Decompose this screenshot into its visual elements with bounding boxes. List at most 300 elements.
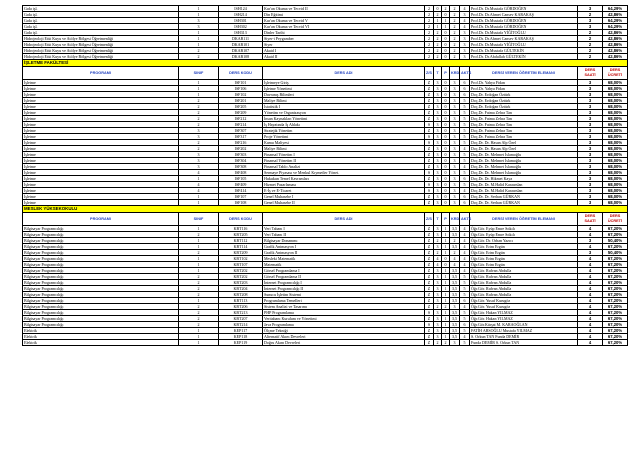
cell-hours: 4 [578,244,603,250]
cell-course-name: Maliye Bilimi [263,98,425,104]
cell-zs: Z [425,152,434,158]
cell-program: Hidrojeoloji Etüt Kuyu ve Atölye Bölgesi Öğretmenliği [23,48,179,54]
column-header-program: PROGRAMI [23,213,179,226]
cell-instructor: Öğr.Gör. Dr. Orhan Yazıcı [470,238,578,244]
cell-hours: 3 [578,176,603,182]
cell-program: Bilgisayar Programcılığı [23,256,179,262]
cell-fee: 67,20% [603,286,628,292]
cell-p: 1 [442,226,450,232]
column-header-grade: SINIF [179,213,219,226]
cell-grade: 1 [179,42,219,48]
cell-p: 1 [442,244,450,250]
cell-instructor: Öğr.Gör. Eyüp Emre Sıtkılı [470,226,578,232]
cell-course-name: Grafik Animasyon I [263,244,425,250]
cell-course-code: ISH301 [219,18,263,24]
cell-zs: 2 [425,48,434,54]
cell-fee: 68,00% [603,98,628,104]
cell-course-code: ISF106 [219,86,263,92]
section-title-row [23,60,628,67]
cell-course-code: KBT209 [219,250,263,256]
cell-course-code: KBT102 [219,256,263,262]
cell-fee: 67,20% [603,298,628,304]
cell-krd: 3,5 [450,292,460,298]
cell-course-code: KBT113 [219,298,263,304]
cell-zs: 2 [425,12,434,18]
cell-fee: 68,00% [603,122,628,128]
cell-grade: 1 [179,200,219,206]
cell-zs: Z [425,328,434,334]
cell-zs: S [425,182,434,188]
cell-krd: 3 [450,152,460,158]
column-header-zs: Z/S [425,67,434,80]
cell-t: 3 [434,86,442,92]
cell-course-code: KBT203 [219,280,263,286]
cell-akts: 4 [460,238,470,244]
cell-p: 1 [442,238,450,244]
cell-hours: 4 [578,232,603,238]
cell-p: 1 [442,328,450,334]
cell-zs: Z [425,244,434,250]
cell-program: Gıda işl. [23,24,179,30]
cell-akts: 3 [460,54,470,60]
cell-zs: Z [425,334,434,340]
cell-program: Bilgisayar Programcılığı [23,292,179,298]
cell-hours: 3 [578,164,603,170]
cell-krd: 2 [450,6,460,12]
cell-grade: 3 [179,152,219,158]
cell-fee: 67,20% [603,304,628,310]
cell-fee: 68,00% [603,86,628,92]
cell-course-code: ISF409 [219,182,263,188]
cell-grade: 2 [179,122,219,128]
cell-t: 3 [434,188,442,194]
course-table [22,5,628,346]
cell-akts: 4 [460,244,470,250]
cell-hours: 2 [578,54,603,60]
cell-t: 3 [434,328,442,334]
cell-instructor: FATİH ARSOĞLU Mustafa YILMAZ [470,328,578,334]
cell-program: Bilgisayar Programcılığı [23,280,179,286]
cell-hours: 4 [578,268,603,274]
cell-course-code: KBT116 [219,226,263,232]
cell-hours: 4 [578,304,603,310]
cell-p: 0 [442,110,450,116]
cell-krd: 3,5 [450,298,460,304]
cell-course-name: Siyer-i Peygamber [263,36,425,42]
cell-krd: 3,5 [450,286,460,292]
cell-krd: 2 [450,18,460,24]
cell-instructor: Öğr.Gör. Yusuf Kurugöz [470,298,578,304]
cell-instructor: Öğr.Gör. Hakan YILMAZ [470,316,578,322]
cell-course-name: Akaid I [263,48,425,54]
cell-program: İşletme [23,128,179,134]
cell-akts: 3 [460,48,470,54]
cell-grade: 2 [179,310,219,316]
cell-program: İşletme [23,80,179,86]
cell-zs: Z [425,280,434,286]
column-header-hours: DERS SAATİ [578,213,603,226]
cell-zs: Z [425,164,434,170]
cell-program: Gıda işl. [23,18,179,24]
cell-program: Bilgisayar Programcılığı [23,316,179,322]
cell-akts: 4 [460,250,470,256]
cell-course-code: KEP118 [219,334,263,340]
cell-krd: 3 [450,86,460,92]
cell-instructor: S. Orkun TAN Funda DEMİR [470,334,578,340]
table-row [23,340,628,346]
cell-course-name: Maliye Bilimi [263,146,425,152]
cell-krd: 3 [450,176,460,182]
cell-grade: 2 [179,140,219,146]
cell-course-name: Yönetim ve Organizasyon [263,110,425,116]
cell-zs: Z [425,250,434,256]
cell-krd: 3 [450,304,460,310]
cell-hours: 3 [578,18,603,24]
cell-p: 1 [442,286,450,292]
cell-course-name: İşletme Yönetimi [263,86,425,92]
cell-course-name: Görsel Programlama I [263,268,425,274]
cell-grade: 1 [179,176,219,182]
cell-course-code: ISF304 [219,158,263,164]
cell-fee: 68,00% [603,152,628,158]
cell-fee: 67,20% [603,226,628,232]
cell-course-code: ISF107 [219,194,263,200]
cell-fee: 68,00% [603,92,628,98]
cell-t: 3 [434,128,442,134]
cell-program: Elektrik [23,328,179,334]
cell-instructor: Öğr.Gör.Kürşat M. KARAOĞLAN [470,322,578,328]
cell-fee: 68,00% [603,164,628,170]
cell-p: 0 [442,80,450,86]
cell-zs: 2 [425,6,434,12]
cell-instructor: Doç.Dr. Dr. Serhan GÜRKAN [470,200,578,206]
cell-program: İşletme [23,92,179,98]
cell-akts: 5 [460,140,470,146]
cell-course-code: KEP119 [219,340,263,346]
cell-course-name: Programlama Temelleri [263,298,425,304]
cell-instructor: Doç.Dr. Dr. Mehmet İslamoğlu [470,152,578,158]
cell-grade: 2 [179,48,219,54]
cell-fee: 68,00% [603,158,628,164]
cell-akts: 4 [460,188,470,194]
cell-akts: 6 [460,86,470,92]
cell-akts: 5 [460,280,470,286]
cell-t: 2 [434,340,442,346]
cell-krd: 3,5 [450,310,460,316]
cell-instructor: Öğr.Gör. Rıdvan Abdulla [470,286,578,292]
cell-t: 3 [434,146,442,152]
cell-course-code: ISF214 [219,122,263,128]
cell-instructor: Öğr.Gör. Hakan YILMAZ [470,310,578,316]
cell-p: 0 [442,128,450,134]
cell-fee: 68,00% [603,170,628,176]
cell-zs: Z [425,86,434,92]
cell-grade: 2 [179,322,219,328]
cell-krd: 3 [450,164,460,170]
cell-krd: 3 [450,128,460,134]
cell-grade: 1 [179,334,219,340]
cell-program: İşletme [23,98,179,104]
cell-program: Elektrik [23,334,179,340]
cell-course-name: Veritabanı Kurulum ve Yönetimi [263,316,425,322]
column-header-krd: KRD [450,213,460,226]
cell-krd: 3,5 [450,226,460,232]
cell-course-code: DKAB101 [219,42,263,48]
cell-course-name: Ölçme Tekniği [263,328,425,334]
cell-grade: 2 [179,316,219,322]
cell-course-name: Finansal Yönetim II [263,158,425,164]
cell-grade: 1 [179,262,219,268]
cell-program: İşletme [23,194,179,200]
cell-t: 3 [434,92,442,98]
cell-fee: 67,20% [603,256,628,262]
cell-akts: 5 [460,274,470,280]
cell-course-name: Finansal Tablo Analizi [263,164,425,170]
cell-grade: 1 [179,80,219,86]
cell-course-code: KBT107 [219,262,263,268]
cell-fee: 67,20% [603,292,628,298]
column-header-akts: AKTS [460,67,470,80]
cell-fee: 67,20% [603,328,628,334]
cell-instructor: Öğr.Gör. Erim Ergün [470,256,578,262]
cell-course-name: Dinler Tarihi [263,30,425,36]
cell-course-code: DKAB107 [219,48,263,54]
cell-akts: 4 [460,18,470,24]
cell-instructor: Doç.Dr. Fatma Zehra Tan [470,116,578,122]
cell-course-name: Hizmet Pazarlaması [263,182,425,188]
cell-akts: 4 [460,24,470,30]
cell-course-code: KBT112 [219,238,263,244]
cell-instructor: Prof.Dr. Dr.Abdullah GÜLTEKİN [470,54,578,60]
cell-instructor: Öğr.Gör. Rıdvan Abdulla [470,274,578,280]
cell-program: İşletme [23,200,179,206]
cell-zs: 2 [425,18,434,24]
cell-akts: 5 [460,128,470,134]
cell-course-name: Finansal Yönetim I [263,152,425,158]
cell-krd: 3,5 [450,328,460,334]
cell-t: 3 [434,122,442,128]
cell-instructor: Prof.Dr. Dr.Mustafa YİĞİTOĞLU [470,42,578,48]
cell-grade: 4 [179,170,219,176]
cell-zs: Z [425,116,434,122]
cell-p: 0 [442,262,450,268]
cell-zs: S [425,122,434,128]
cell-course-code: ISH124 [219,6,263,12]
cell-p: 2 [442,6,450,12]
cell-course-code: ISF307 [219,128,263,134]
cell-zs: Z [425,200,434,206]
cell-hours: 3 [578,104,603,110]
cell-course-name: Bilgisayar Donanımı [263,238,425,244]
cell-akts: 5 [460,310,470,316]
column-header-grade: SINIF [179,67,219,80]
cell-krd: 3 [450,182,460,188]
cell-hours: 4 [578,298,603,304]
cell-instructor: Doç.Dr. Dr. Hikmet Kaya [470,176,578,182]
cell-fee: 67,20% [603,280,628,286]
cell-grade: 2 [179,274,219,280]
cell-program: İşletme [23,116,179,122]
cell-t: 3 [434,316,442,322]
cell-instructor: Doç.Dr. Erdoğan Öztürk [470,98,578,104]
cell-fee: 64,29% [603,24,628,30]
cell-course-code: ISF108 [219,200,263,206]
cell-fee: 67,20% [603,334,628,340]
cell-krd: 3 [450,170,460,176]
column-header-krd: KRD [450,67,460,80]
cell-course-name: Stratejik Yönetim [263,128,425,134]
cell-instructor: Prof.Dr. Yahya Fidan [470,86,578,92]
cell-krd: 3,5 [450,280,460,286]
cell-p: 0 [442,122,450,128]
cell-zs: S [425,188,434,194]
cell-akts: 4 [460,268,470,274]
cell-p: 0 [442,116,450,122]
cell-fee: 67,20% [603,262,628,268]
cell-course-name: Sistem Analizi ve Tasarımı [263,304,425,310]
cell-course-code: ISH214 [219,12,263,18]
column-header-instructor: DERSİ VEREN ÖĞRETİM ELEMANI [470,67,578,80]
cell-grade: 1 [179,226,219,232]
cell-grade: 2 [179,104,219,110]
cell-zs: Z [425,176,434,182]
cell-krd: 2 [450,48,460,54]
cell-hours: 3 [578,80,603,86]
cell-course-code: ISF102 [219,92,263,98]
cell-program: İşletme [23,188,179,194]
cell-t: 0 [434,6,442,12]
cell-grade: 1 [179,86,219,92]
cell-zs: 2 [425,24,434,30]
cell-course-name: Akaid II [263,54,425,60]
cell-akts: 6 [460,176,470,182]
cell-akts: 5 [460,286,470,292]
cell-course-code: KBT114 [219,244,263,250]
cell-fee: 67,20% [603,268,628,274]
cell-grade: 1 [179,194,219,200]
cell-grade: 2 [179,250,219,256]
cell-fee: 68,00% [603,110,628,116]
cell-zs: Z [425,340,434,346]
cell-course-code: ISF308 [219,164,263,170]
cell-course-name: Doğru Akım Devreleri [263,340,425,346]
cell-course-name: Davranış Bilimleri [263,92,425,98]
cell-zs: Z [425,146,434,152]
cell-instructor: Öğr.Gör. Eyüp Emre Sıtkılı [470,232,578,238]
cell-fee: 42,86% [603,54,628,60]
cell-program: İşletme [23,140,179,146]
cell-p: 0 [442,104,450,110]
cell-zs: Z [425,128,434,134]
section-title: MESLEK YÜKSEKOKULU [23,206,628,213]
cell-t: 3 [434,334,442,340]
cell-akts: 5 [460,182,470,188]
cell-grade: 1 [179,6,219,12]
cell-instructor: Öğr.Gör. Yusuf Kurugöz [470,304,578,310]
cell-t: 3 [434,226,442,232]
cell-akts: 6 [460,92,470,98]
cell-course-name: Hukukun Temel Kavramları [263,176,425,182]
cell-krd: 3,5 [450,268,460,274]
cell-t: 4 [434,256,442,262]
cell-hours: 3 [578,152,603,158]
cell-course-code: ISF209 [219,110,263,116]
cell-hours: 3 [578,86,603,92]
cell-grade: 1 [179,238,219,244]
cell-program: Gıda işl. [23,6,179,12]
cell-zs: 2 [425,30,434,36]
cell-krd: 3 [450,122,460,128]
cell-zs: Z [425,286,434,292]
cell-course-name: E-İş ve E-Ticaret [263,188,425,194]
cell-krd: 2 [450,238,460,244]
cell-course-code: ISF201 [219,98,263,104]
cell-t: 2 [434,238,442,244]
cell-fee: 42,86% [603,48,628,54]
cell-krd: 3 [450,200,460,206]
cell-hours: 3 [578,250,603,256]
cell-t: 2 [434,250,442,256]
cell-program: Hidrojeoloji Etüt Kuyu ve Atölye Bölgesi Öğretmenliği [23,36,179,42]
cell-grade: 3 [179,134,219,140]
cell-p: 2 [442,304,450,310]
cell-program: Bilgisayar Programcılığı [23,268,179,274]
table-body [23,6,628,346]
cell-program: Bilgisayar Programcılığı [23,286,179,292]
cell-program: İşletme [23,104,179,110]
cell-krd: 2 [450,12,460,18]
cell-course-code: ISF414 [219,188,263,194]
cell-krd: 3 [450,92,460,98]
cell-program: Hidrojeoloji Etüt Kuyu ve Atölye Bölgesi Öğretmenliği [23,54,179,60]
cell-t: 2 [434,48,442,54]
cell-instructor: Doç.Dr. Dr. M.Halid Karaarslan [470,188,578,194]
cell-t: 3 [434,110,442,116]
cell-akts: 6 [460,194,470,200]
cell-course-name: Grafik Animasyon II [263,250,425,256]
cell-program: İşletme [23,86,179,92]
cell-hours: 4 [578,310,603,316]
column-header-akts: AKTS [460,213,470,226]
cell-zs: Z [425,292,434,298]
cell-p: 1 [442,232,450,238]
cell-p: 1 [442,274,450,280]
cell-course-name: Din Eğitimi [263,12,425,18]
cell-fee: 67,20% [603,340,628,346]
cell-course-code: ISF317 [219,134,263,140]
cell-krd: 3 [450,194,460,200]
cell-program: Gıda işl. [23,12,179,18]
cell-grade: 1 [179,340,219,346]
cell-krd: 3 [450,158,460,164]
cell-course-name: Mesleki Matematik [263,256,425,262]
cell-fee: 68,00% [603,140,628,146]
cell-grade: 1 [179,328,219,334]
cell-p: 2 [442,340,450,346]
cell-program: İşletme [23,122,179,128]
cell-course-code: KBT207 [219,316,263,322]
cell-instructor: Prof.Dr. Dr.Ahmet Cansev KARAKAŞ [470,12,578,18]
cell-p: 0 [442,164,450,170]
cell-zs: Z [425,98,434,104]
cell-zs: Z [425,110,434,116]
cell-instructor: Öğr.Gör. Rıdvan Abdulla [470,280,578,286]
cell-p: 1 [442,310,450,316]
cell-course-code: DKAB108 [219,54,263,60]
cell-zs: Z [425,158,434,164]
cell-akts: 5 [460,104,470,110]
cell-krd: 2 [450,24,460,30]
